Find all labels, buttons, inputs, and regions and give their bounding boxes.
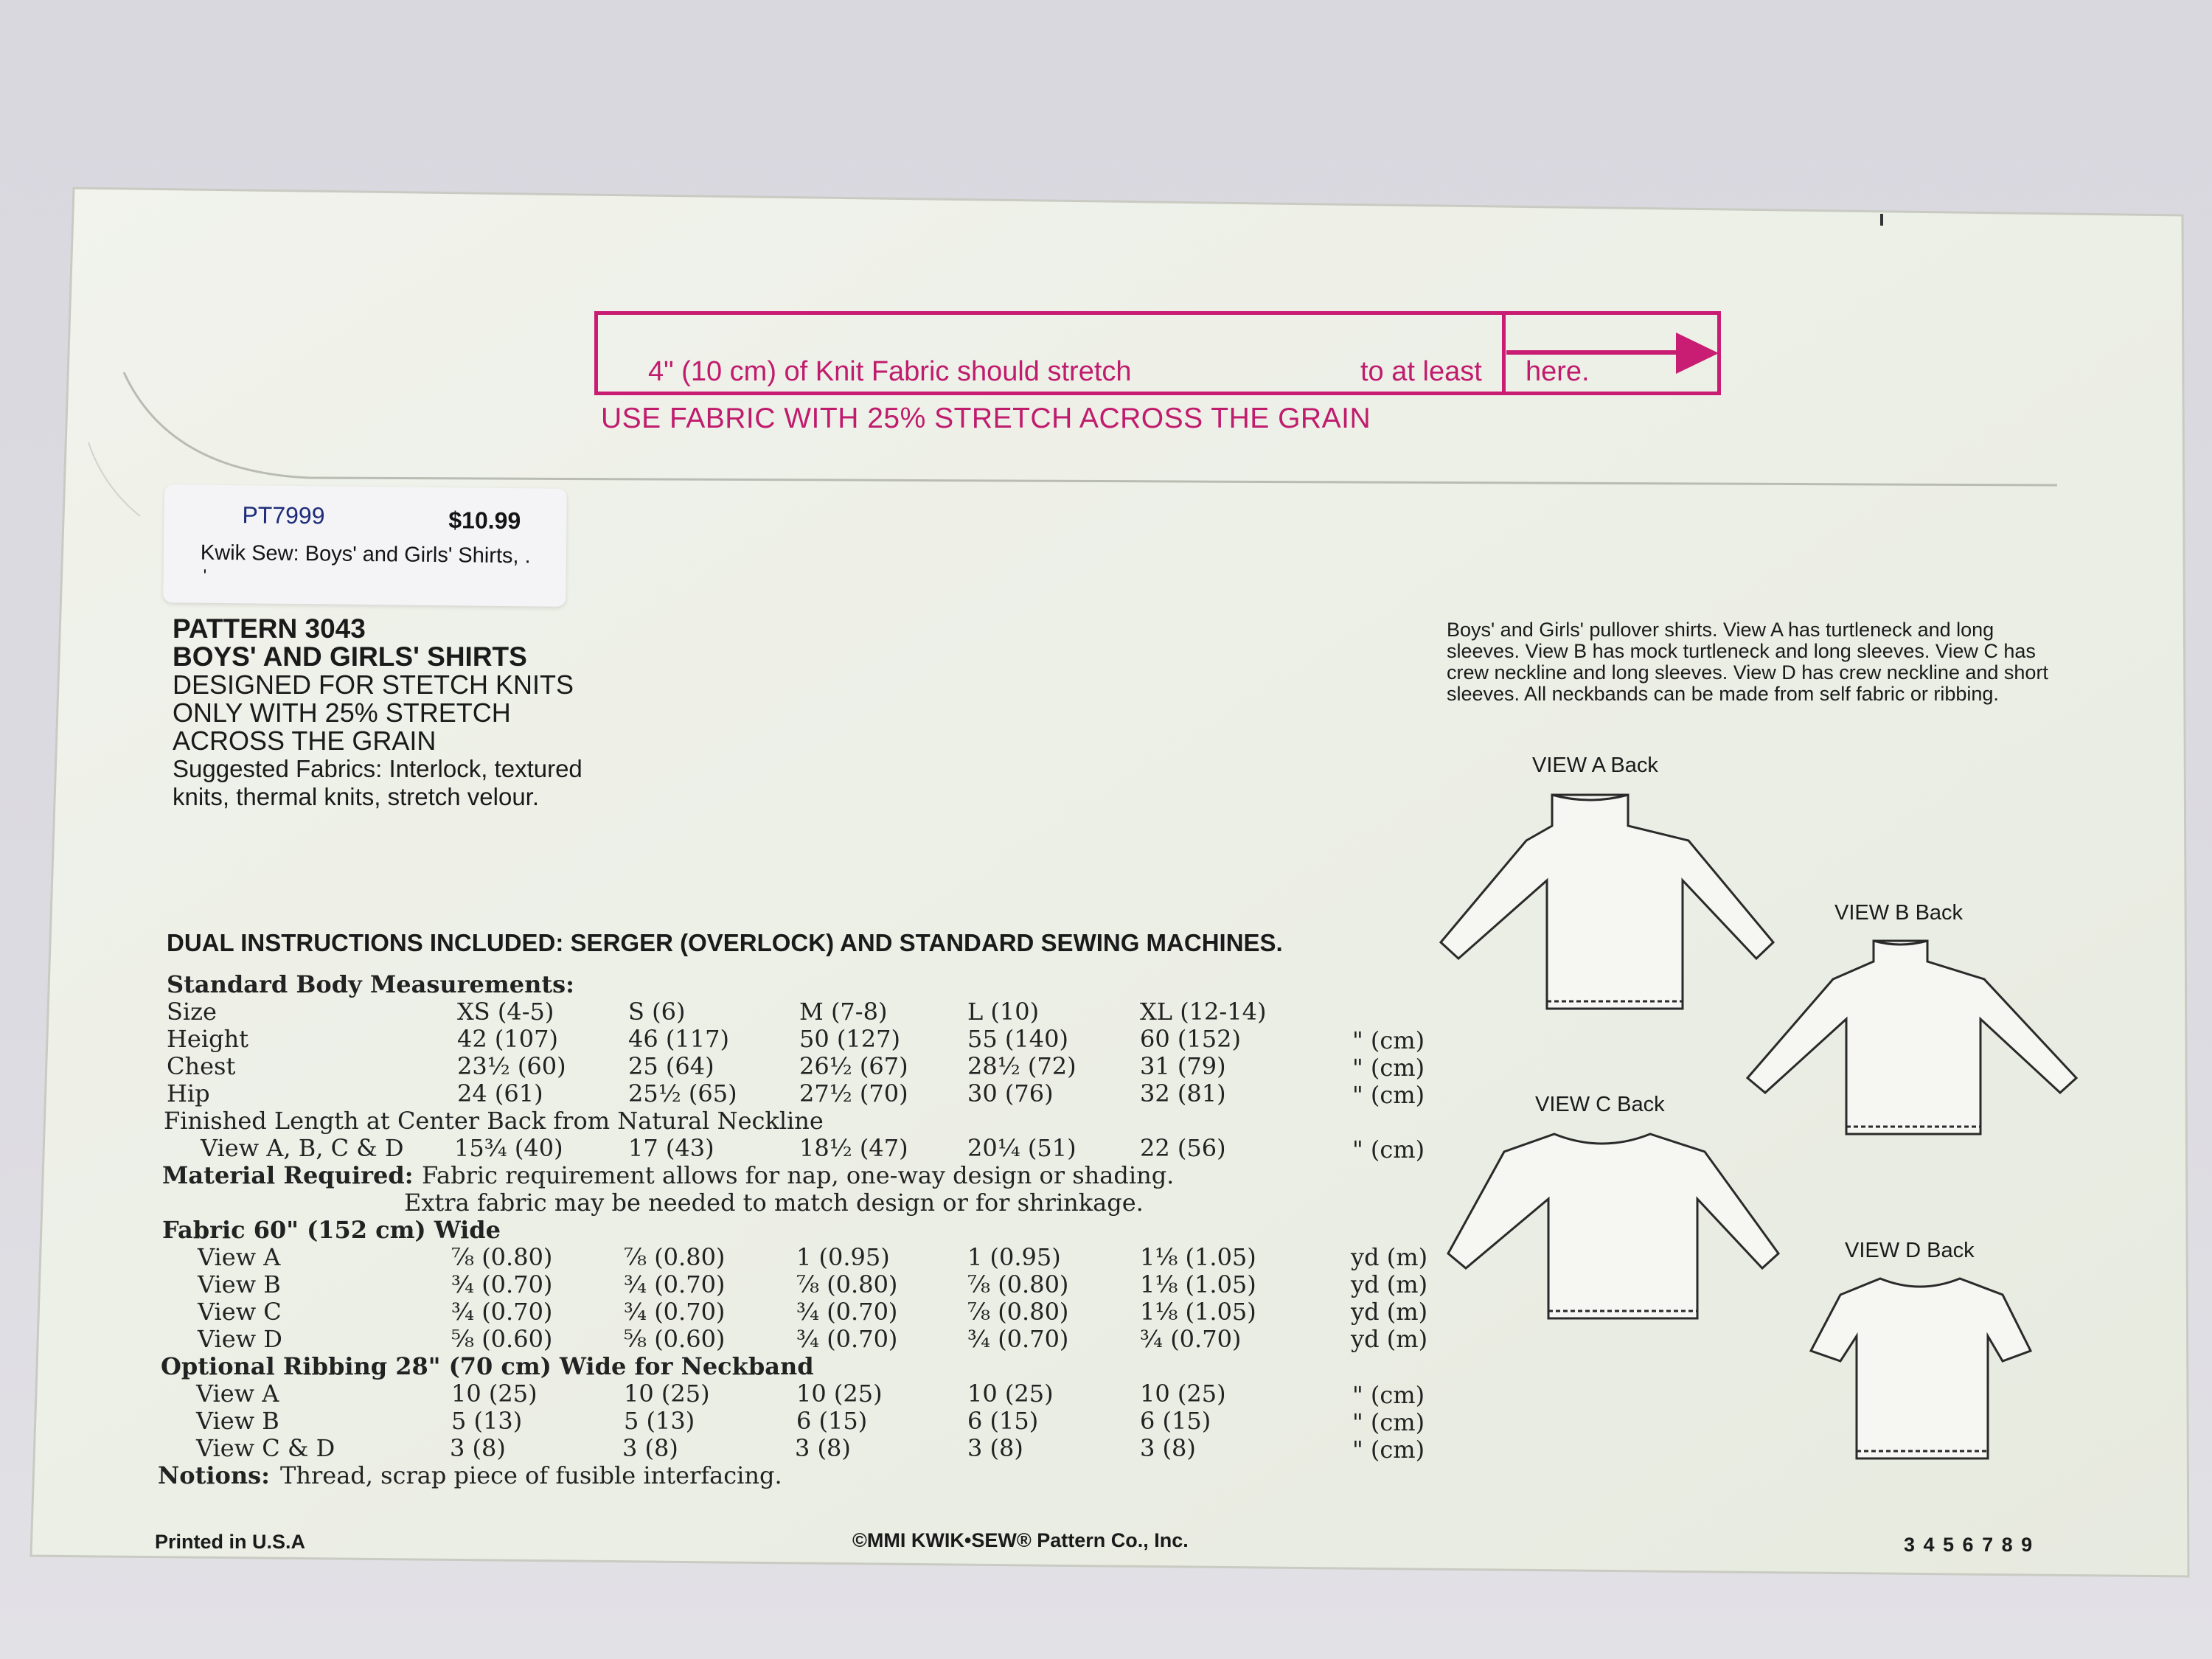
table-cell: 1 (0.95) bbox=[796, 1243, 890, 1271]
table-cell: 50 (127) bbox=[799, 1025, 900, 1053]
fabric-heading: Fabric 60" (152 cm) Wide bbox=[162, 1216, 501, 1244]
table-cell: ¾ (0.70) bbox=[796, 1325, 898, 1353]
table-cell: 5 (13) bbox=[624, 1407, 695, 1435]
row-label: View A bbox=[198, 1243, 281, 1271]
table-cell: 6 (15) bbox=[1140, 1407, 1211, 1435]
unit-cell: " (cm) bbox=[1352, 1135, 1425, 1164]
table-cell: 10 (25) bbox=[967, 1380, 1054, 1408]
table-cell: 32 (81) bbox=[1140, 1079, 1226, 1107]
unit-cell: " (cm) bbox=[1352, 1436, 1425, 1464]
table-cell: ¾ (0.70) bbox=[796, 1298, 898, 1326]
pattern-description: Boys' and Girls' pullover shirts. View A has turtleneck and long sleeves. View B has mock turtleneck and long sleeves. View C has crew neckline and long sleeves. View D has crew neckline and short sleeves. All neckbands can be made from self fabric or ribbing. bbox=[1447, 619, 2048, 705]
intro-line: ACROSS THE GRAIN bbox=[173, 726, 437, 756]
ribbing-heading: Optional Ribbing 28" (70 cm) Wide for Neckband bbox=[161, 1352, 814, 1380]
table-cell: ¾ (0.70) bbox=[451, 1298, 553, 1326]
table-cell: 3 (8) bbox=[795, 1434, 851, 1462]
size-label: Size bbox=[167, 998, 217, 1026]
table-cell: 28½ (72) bbox=[967, 1052, 1077, 1080]
copyright: ©MMI KWIK•SEW® Pattern Co., Inc. bbox=[852, 1529, 1189, 1551]
table-cell: 17 (43) bbox=[628, 1134, 714, 1162]
table-cell: 15¾ (40) bbox=[454, 1134, 563, 1162]
row-label: View D bbox=[198, 1325, 282, 1353]
table-cell: 31 (79) bbox=[1140, 1052, 1226, 1080]
table-cell: ⅞ (0.80) bbox=[967, 1270, 1069, 1298]
pattern-number: PATTERN 3043 bbox=[173, 613, 366, 644]
price-sticker bbox=[163, 484, 567, 607]
table-cell: 6 (15) bbox=[967, 1407, 1039, 1435]
material-line: Fabric requirement allows for nap, one-way design or shading. bbox=[422, 1161, 1175, 1189]
table-cell: 3 (8) bbox=[622, 1434, 678, 1462]
size-header: L (10) bbox=[967, 998, 1040, 1026]
pattern-title: BOYS' AND GIRLS' SHIRTS bbox=[173, 641, 527, 672]
size-header: XL (12-14) bbox=[1140, 998, 1267, 1026]
shirt-view-d-illustration bbox=[1805, 1268, 2034, 1471]
notions-label: Notions: bbox=[158, 1461, 270, 1489]
table-cell: 46 (117) bbox=[628, 1025, 729, 1053]
table-cell: 30 (76) bbox=[967, 1079, 1054, 1107]
material-line: Extra fabric may be needed to match design or for shrinkage. bbox=[404, 1189, 1144, 1217]
arrow-right-icon bbox=[1676, 333, 1719, 374]
sticker-description: Kwik Sew: Boys' and Girls' Shirts, . bbox=[200, 540, 531, 568]
table-cell: 42 (107) bbox=[457, 1025, 558, 1053]
print-code: 3 4 5 6 7 8 9 bbox=[1904, 1534, 2034, 1556]
view-a-label: VIEW A Back bbox=[1532, 754, 1658, 777]
table-cell: ⅞ (0.80) bbox=[624, 1243, 726, 1271]
size-header: XS (4-5) bbox=[457, 998, 554, 1026]
table-cell: ⅝ (0.60) bbox=[451, 1325, 553, 1353]
view-b-label: VIEW B Back bbox=[1834, 901, 1964, 925]
pattern-intro bbox=[173, 615, 582, 811]
table-cell: ¾ (0.70) bbox=[1140, 1325, 1242, 1353]
suggested-fabrics: knits, thermal knits, stretch velour. bbox=[173, 783, 540, 810]
view-c-label: VIEW C Back bbox=[1535, 1093, 1665, 1116]
shirt-view-c-illustration bbox=[1430, 1124, 1792, 1334]
table-cell: 18½ (47) bbox=[799, 1134, 908, 1162]
row-label: Height bbox=[167, 1025, 249, 1053]
shirt-view-b-illustration bbox=[1730, 931, 2091, 1148]
table-cell: 27½ (70) bbox=[799, 1079, 908, 1107]
unit-cell: " (cm) bbox=[1352, 1054, 1425, 1082]
intro-line: DESIGNED FOR STETCH KNITS bbox=[173, 669, 574, 700]
table-cell: ⅞ (0.80) bbox=[796, 1270, 898, 1298]
printed-in: Printed in U.S.A bbox=[155, 1531, 306, 1553]
table-cell: 1⅛ (1.05) bbox=[1140, 1270, 1256, 1298]
table-cell: 1⅛ (1.05) bbox=[1140, 1298, 1256, 1326]
table-cell: ¾ (0.70) bbox=[451, 1270, 553, 1298]
table-cell: 6 (15) bbox=[796, 1407, 868, 1435]
row-label: View B bbox=[198, 1270, 281, 1298]
unit-cell: " (cm) bbox=[1352, 1408, 1425, 1436]
row-label: View B bbox=[196, 1407, 279, 1435]
table-cell: ¾ (0.70) bbox=[624, 1298, 726, 1326]
size-header: M (7-8) bbox=[799, 998, 888, 1026]
row-label: Hip bbox=[167, 1079, 210, 1107]
table-cell: 10 (25) bbox=[624, 1380, 710, 1408]
table-cell: ⅝ (0.60) bbox=[624, 1325, 726, 1353]
size-header: S (6) bbox=[628, 998, 686, 1026]
table-cell: 60 (152) bbox=[1140, 1025, 1241, 1053]
unit-cell: yd (m) bbox=[1351, 1270, 1428, 1298]
table-cell: 22 (56) bbox=[1140, 1134, 1226, 1162]
sticker-tail: ' bbox=[203, 566, 207, 586]
table-cell: 10 (25) bbox=[796, 1380, 883, 1408]
row-label: View C & D bbox=[196, 1434, 335, 1462]
measurements-heading: Standard Body Measurements: bbox=[167, 970, 574, 998]
table-cell: 20¼ (51) bbox=[967, 1134, 1077, 1162]
unit-cell: yd (m) bbox=[1351, 1243, 1428, 1271]
finished-length-heading: Finished Length at Center Back from Natural Neckline bbox=[164, 1107, 824, 1135]
unit-cell: " (cm) bbox=[1352, 1381, 1425, 1409]
table-cell: 26½ (67) bbox=[799, 1052, 908, 1080]
arrow-line bbox=[1506, 350, 1683, 355]
table-cell: 1 (0.95) bbox=[967, 1243, 1061, 1271]
table-cell: 25 (64) bbox=[628, 1052, 714, 1080]
intro-line: ONLY WITH 25% STRETCH bbox=[173, 698, 511, 728]
unit-cell: " (cm) bbox=[1352, 1026, 1425, 1054]
row-label: View C bbox=[198, 1298, 282, 1326]
gauge-here-text: here. bbox=[1526, 356, 1590, 387]
unit-cell: " (cm) bbox=[1352, 1081, 1425, 1109]
view-d-label: VIEW D Back bbox=[1845, 1239, 1975, 1262]
table-cell: 3 (8) bbox=[1140, 1434, 1196, 1462]
unit-cell: yd (m) bbox=[1351, 1298, 1428, 1326]
notions-text: Thread, scrap piece of fusible interfacing. bbox=[280, 1461, 782, 1489]
gauge-caption: USE FABRIC WITH 25% STRETCH ACROSS THE GRAIN bbox=[601, 403, 1371, 434]
dual-instructions: DUAL INSTRUCTIONS INCLUDED: SERGER (OVERLOCK) AND STANDARD SEWING MACHINES. bbox=[167, 929, 1283, 956]
table-cell: ⅞ (0.80) bbox=[967, 1298, 1069, 1326]
table-cell: 3 (8) bbox=[450, 1434, 506, 1462]
table-cell: 23½ (60) bbox=[457, 1052, 566, 1080]
sticker-code: PT7999 bbox=[242, 501, 325, 529]
row-label: View A bbox=[196, 1380, 279, 1408]
table-cell: 1⅛ (1.05) bbox=[1140, 1243, 1256, 1271]
table-cell: 3 (8) bbox=[967, 1434, 1023, 1462]
table-cell: 5 (13) bbox=[451, 1407, 523, 1435]
table-cell: ⅞ (0.80) bbox=[451, 1243, 553, 1271]
row-label: View A, B, C & D bbox=[201, 1134, 404, 1162]
row-label: Chest bbox=[167, 1052, 236, 1080]
gauge-divider bbox=[1502, 315, 1506, 392]
table-cell: ¾ (0.70) bbox=[967, 1325, 1069, 1353]
table-cell: 24 (61) bbox=[457, 1079, 543, 1107]
stretch-gauge bbox=[594, 311, 1721, 395]
table-cell: ¾ (0.70) bbox=[624, 1270, 726, 1298]
suggested-fabrics: Suggested Fabrics: Interlock, textured bbox=[173, 755, 582, 782]
material-label: Material Required: bbox=[162, 1161, 414, 1189]
table-cell: 10 (25) bbox=[1140, 1380, 1226, 1408]
table-cell: 10 (25) bbox=[451, 1380, 538, 1408]
gauge-stretch-text: 4" (10 cm) of Knit Fabric should stretch bbox=[648, 356, 1132, 387]
table-cell: 25½ (65) bbox=[628, 1079, 737, 1107]
table-cell: 55 (140) bbox=[967, 1025, 1068, 1053]
sticker-price: $10.99 bbox=[448, 507, 521, 535]
unit-cell: yd (m) bbox=[1351, 1325, 1428, 1353]
gauge-at-least-text: to at least bbox=[1360, 356, 1482, 387]
